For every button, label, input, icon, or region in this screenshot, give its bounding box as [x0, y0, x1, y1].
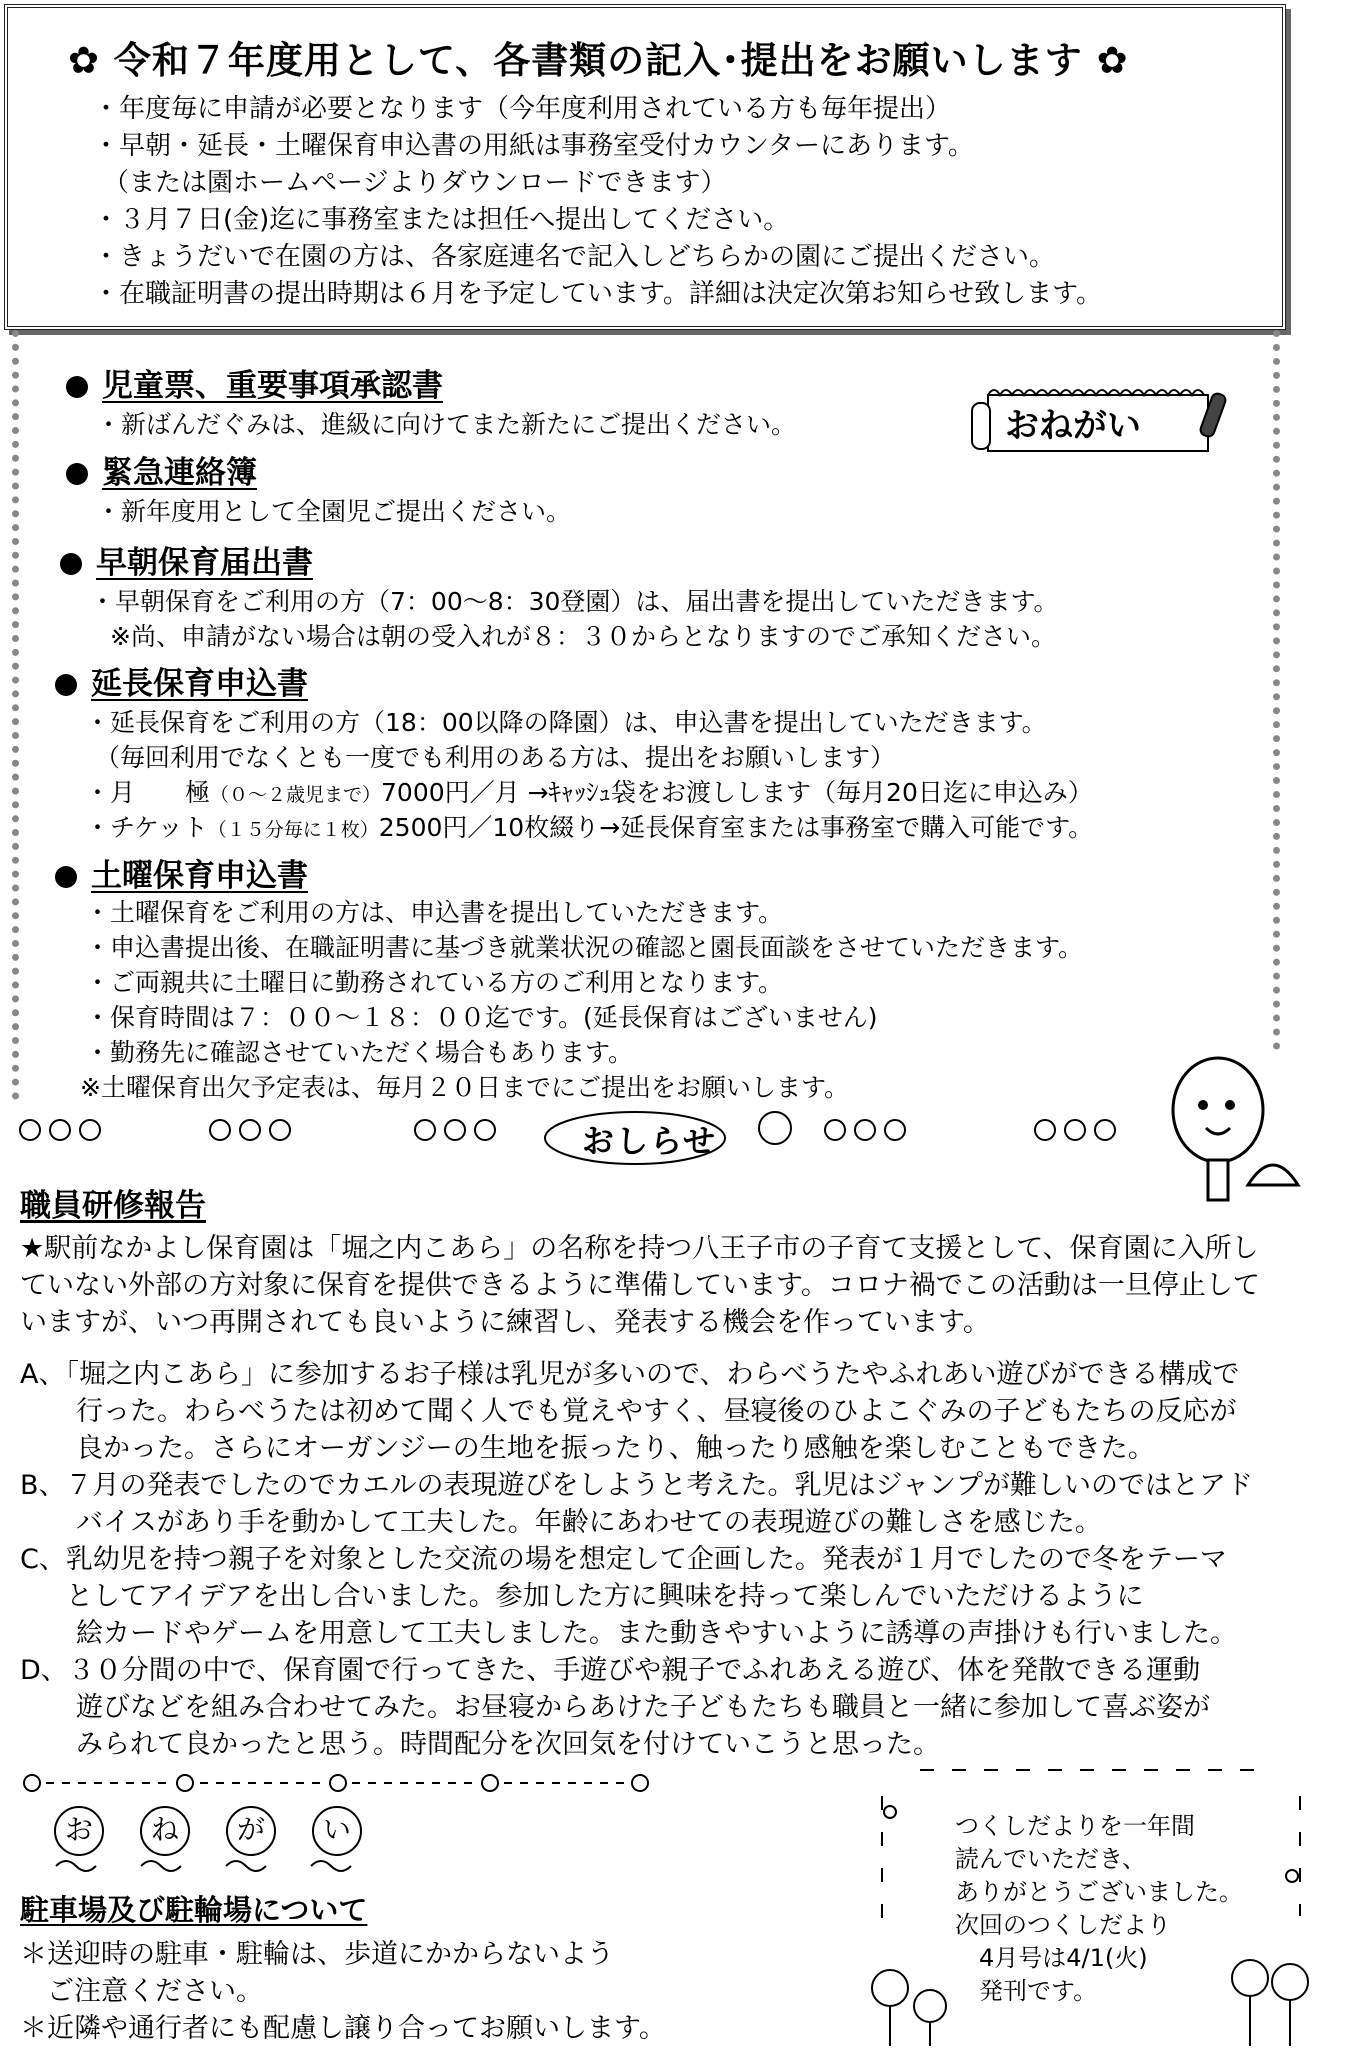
section-line: ・保育時間は７：００～１８：００迄です。(延長保育はございません) [85, 1003, 878, 1032]
onegai-bubble: お [54, 1806, 104, 1856]
notice-box [4, 4, 1286, 330]
report-line: 良かった。さらにオーガンジーの生地を振ったり、触ったり感触を楽しむこともできた。 [76, 1433, 1155, 1464]
notice-line: ・早朝・延長・土曜保育申込書の用紙は事務室受付カウンターにあります。 [93, 131, 974, 161]
parking-line: ご注意ください。 [20, 1976, 263, 2007]
section-line: ・勤務先に確認させていただく場合もあります。 [85, 1038, 634, 1067]
notice-title [68, 30, 1129, 84]
report-line: としてアイデアを出し合いました。参加した方に興味を持って楽しんでいただけるように [66, 1581, 1144, 1612]
closing-line: 読んでいただき、 [955, 1845, 1147, 1873]
notice-line: ・在職証明書の提出時期は６月を予定しています。詳細は決定次第お知らせ致します。 [93, 279, 1103, 309]
onegai-bubble: が [226, 1806, 276, 1856]
dotted-frame-left [12, 330, 19, 1100]
report-intro: いますが、いつ再開されても良いように練習し、発表する機会を作っています。 [20, 1307, 990, 1338]
closing-line: 次回のつくしだより [955, 1911, 1171, 1939]
bullet-icon [55, 674, 77, 696]
notice-line: （または園ホームページよりダウンロードできます） [103, 168, 727, 198]
report-title: 職員研修報告 [20, 1188, 206, 1224]
report-line: 行った。わらべうたは初めて聞く人でも覚えやすく、昼寝後のひよこぐみの子どもたちの反応が [76, 1396, 1237, 1427]
section-line: ※尚、申請がない場合は朝の受入れが８：３０からとなりますのでご承知ください。 [110, 622, 1056, 651]
report-item-a: A、「堀之内こあら」に参加するお子様は乳児が多いので、わらべうたやふれあい遊びができる構成で [20, 1359, 1240, 1390]
parking-title: 駐車場及び駐輪場について [20, 1893, 368, 1927]
notice-line: ・年度毎に申請が必要となります（今年度利用されている方も毎年提出） [93, 94, 952, 124]
report-line: 遊びなどを組み合わせてみた。お昼寝からあけた子どもたちも職員と一緒に参加して喜ぶ姿が [76, 1692, 1210, 1723]
onegai-bubble: い [312, 1806, 362, 1856]
section-heading-3: 早朝保育届出書 [60, 537, 313, 582]
section-line: ・土曜保育をご利用の方は、申込書を提出していただきます。 [85, 898, 784, 927]
parking-line: ＊近隣や通行者にも配慮し譲り合ってお願いします。 [20, 2013, 666, 2044]
report-item-d: D、３０分間の中で、保育園で行ってきた、手遊びや親子でふれあえる遊び、体を発散できる運動 [20, 1655, 1201, 1686]
report-item-b: B、７月の発表でしたのでカエルの表現遊びをしようと考えた。乳児はジャンプが難しいのではとアド [20, 1470, 1253, 1501]
report-intro: ★駅前なかよし保育園は「堀之内こあら」の名称を持つ八王子市の子育て支援として、保育園に入所し [20, 1233, 1259, 1264]
closing-line: つくしだよりを一年間 [955, 1812, 1195, 1840]
section-line: （毎回利用でなくとも一度でも利用のある方は、提出をお願いします） [95, 743, 896, 772]
section-line: ・新年度用として全園児ご提出ください。 [96, 497, 572, 526]
onegai-label: おねがい [1005, 406, 1141, 446]
report-line: 絵カードやゲームを用意して工夫しました。また動きやすいように誘導の声掛けも行いました。 [76, 1618, 1237, 1649]
closing-line: ありがとうございました。 [955, 1878, 1243, 1906]
section-heading-2: 緊急連絡簿 [66, 447, 257, 492]
section-line: ・早朝保育をご利用の方（7：00～8：30登園）は、届出書を提出していただきます。 [90, 587, 1059, 616]
fee-ticket: ・チケット（１５分毎に１枚）2500円／10枚綴り→延長保育室または事務室で購入可能です。 [85, 813, 1094, 842]
section-line: ・申込書提出後、在職証明書に基づき就業状況の確認と園長面談をさせていただきます。 [85, 933, 1084, 962]
parking-line: ＊送迎時の駐車・駐輪は、歩道にかからないよう [20, 1939, 614, 1970]
closing-line: 発刊です。 [955, 1977, 1098, 2005]
bullet-icon [60, 553, 82, 575]
report-item-c: C、乳幼児を持つ親子を対象とした交流の場を想定して企画した。発表が１月でしたので冬をテーマ [20, 1544, 1227, 1575]
dotted-frame-right [1273, 330, 1280, 1050]
section-heading-5: 土曜保育申込書 [55, 850, 308, 895]
bullet-icon [66, 376, 88, 398]
closing-line: 4月号は4/1(火) [955, 1944, 1148, 1972]
notice-line: ・きょうだいで在園の方は、各家庭連名で記入しどちらかの園にご提出ください。 [93, 242, 1056, 272]
flower-icon: ✿ [1096, 39, 1129, 82]
flower-icon: ✿ [68, 39, 101, 82]
section-line: ・ご両親共に土曜日に勤務されている方のご利用となります。 [85, 968, 784, 997]
report-line: バイスがあり手を動かして工夫した。年齢にあわせての表現遊びの難しさを感じた。 [76, 1507, 1102, 1538]
section-heading-4: 延長保育申込書 [55, 658, 308, 703]
notice-line: ・３月７日(金)迄に事務室または担任へ提出してください。 [93, 205, 790, 235]
bullet-icon [55, 866, 77, 888]
flower-divider-icon [20, 1768, 660, 1798]
section-line: ・新ばんだぐみは、進級に向けてまた新たにご提出ください。 [96, 410, 797, 439]
onegai-bubble: ね [140, 1806, 190, 1856]
section-heading-1: 児童票、重要事項承認書 [66, 360, 443, 405]
sprout-row-icon [46, 1856, 376, 1876]
report-intro: ていない外部の方対象に保育を提供できるように準備しています。コロナ禍でこの活動は一旦停止して [20, 1270, 1260, 1301]
fee-monthly: ・月 極（０～２歳児まで）7000円／月 →ｷｬｯｼｭ袋をお渡しします（毎月20日迄に申込み） [85, 778, 1093, 807]
bullet-icon [66, 463, 88, 485]
report-line: みられて良かったと思う。時間配分を次回気を付けていこうと思った。 [76, 1729, 940, 1760]
notice-title-text: 令和７年度用として、各書類の記入･提出をお願いします [113, 39, 1083, 82]
section-line: ※土曜保育出欠予定表は、毎月２０日までにご提出をお願いします。 [80, 1073, 849, 1102]
oshirase-label: おしらせ [582, 1122, 718, 1160]
mascot-character-icon [1158, 1050, 1308, 1210]
section-line: ・延長保育をご利用の方（18：00以降の降園）は、申込書を提出していただきます。 [85, 708, 1047, 737]
children-banner-icon [5, 1108, 1155, 1168]
